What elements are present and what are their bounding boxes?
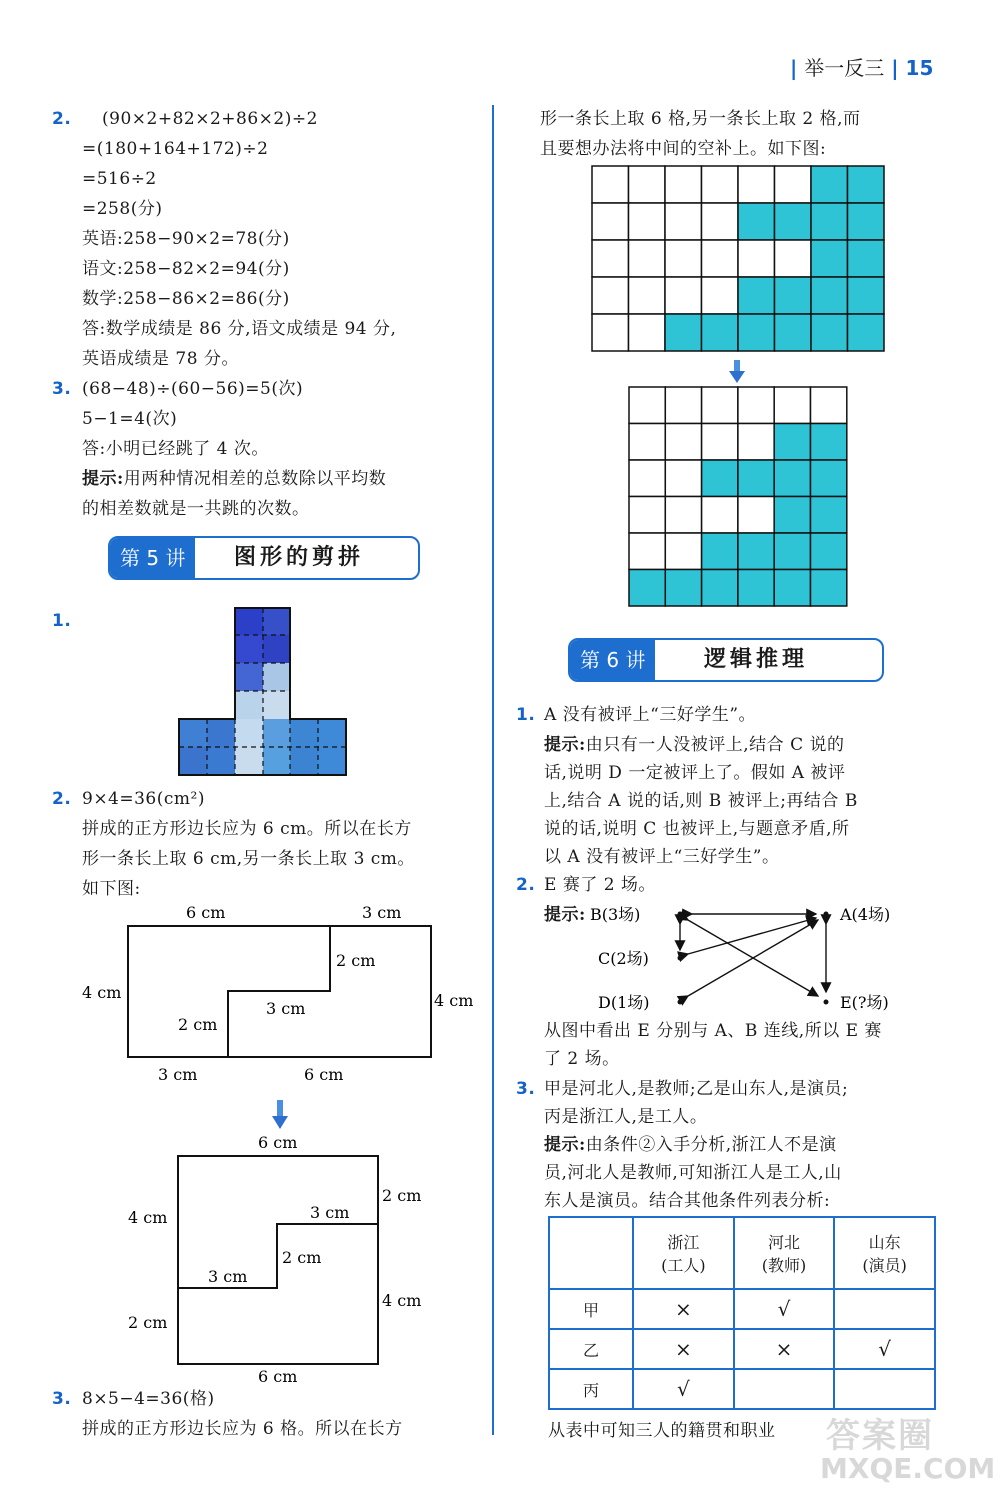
hint-label: 提示: (544, 735, 586, 755)
grid-cell (702, 166, 739, 203)
cell (263, 608, 290, 635)
s6-q3-line: 甲是河北人,是教师;乙是山东人,是演员; (544, 1079, 849, 1099)
table-header: 浙江 (工人) (633, 1217, 734, 1289)
dim-label: 4 cm (434, 991, 474, 1010)
grid-cell (702, 424, 738, 461)
grid-cell (774, 460, 810, 497)
grid-cell (738, 203, 775, 240)
grid-cell (592, 277, 629, 314)
grid-cell (775, 203, 812, 240)
q3-hint-line: 的相差数就是一共跳的次数。 (82, 499, 310, 519)
hint-text: 由条件②入手分析,浙江人不是演 (585, 1135, 837, 1155)
grid-cell (775, 166, 812, 203)
dim-label: 6 cm (258, 1367, 298, 1386)
grid-cell (738, 424, 774, 461)
down-arrow-icon (272, 1100, 288, 1130)
cell (235, 719, 263, 747)
section-5-tag: 第 5 讲 (110, 538, 195, 578)
s5-q2-line: 形一条长上取 6 cm,另一条长上取 3 cm。 (82, 849, 415, 869)
table-cell: √ (734, 1289, 835, 1329)
s6-q1-hint-line: 话,说明 D 一定被评上了。假如 A 被评 (544, 763, 846, 783)
match-diagram (584, 898, 924, 1018)
q2-line: 英语成绩是 78 分。 (82, 349, 239, 369)
grid-cell (811, 497, 847, 534)
dim-label: 2 cm (178, 1015, 218, 1034)
table-row (549, 1329, 935, 1369)
hint-label: 提示: (82, 469, 124, 489)
grid-cell (665, 166, 702, 203)
s6-q3-number: 3. (516, 1079, 536, 1099)
s6-q3-hint (544, 1130, 837, 1160)
watermark-logo: 答案圈 (826, 1416, 934, 1456)
grid-cell (811, 166, 848, 203)
table-cell (734, 1369, 835, 1409)
q2-line: (90×2+82×2+86×2)÷2 (102, 109, 318, 129)
hint-text: 用两种情况相差的总数除以平均数 (123, 469, 387, 489)
right-top-line: 且要想办法将中间的空补上。如下图: (540, 139, 827, 159)
s5-q3-line: 8×5−4=36(格) (82, 1389, 215, 1409)
grid-cell (775, 277, 812, 314)
header-separator: | (891, 56, 899, 80)
cell (263, 691, 290, 719)
dim-label: 6 cm (304, 1065, 344, 1084)
dim-label: 3 cm (208, 1267, 248, 1286)
table-cell: √ (633, 1369, 734, 1409)
cell (263, 663, 290, 691)
grid-cell (665, 533, 701, 570)
cell (235, 663, 263, 691)
grid-before (590, 164, 886, 354)
node-e (824, 1000, 829, 1005)
cell (235, 635, 263, 663)
section-6-banner (568, 638, 884, 682)
dim-label: 6 cm (258, 1133, 298, 1152)
grid-cell (811, 314, 848, 351)
cell (290, 719, 318, 747)
table-cell: × (633, 1289, 734, 1329)
grid-cell (665, 570, 701, 607)
s6-q1-hint-line: 以 A 没有被评上“三好学生”。 (544, 847, 780, 867)
grid-cell (665, 460, 701, 497)
grid-cell (848, 203, 885, 240)
grid-cell (848, 277, 885, 314)
s6-q1-hint (544, 730, 845, 760)
row-name: 丙 (549, 1369, 633, 1409)
grid-cell (848, 166, 885, 203)
grid-cell (702, 387, 738, 424)
dim-label: 3 cm (362, 903, 402, 922)
grid-cell (665, 497, 701, 534)
table-header: 河北 (教师) (734, 1217, 835, 1289)
q2-line: =516÷2 (82, 169, 157, 189)
s6-q2-number: 2. (516, 875, 536, 895)
grid-cell (629, 277, 666, 314)
square-result-figure (120, 1128, 450, 1388)
grid-cell (811, 240, 848, 277)
grid-cell (811, 387, 847, 424)
grid-cell (702, 570, 738, 607)
grid-cell (702, 203, 739, 240)
grid-cell (774, 533, 810, 570)
grid-cell (592, 203, 629, 240)
s5-q2-number: 2. (52, 789, 72, 809)
q2-number: 2. (52, 109, 72, 129)
s5-q3-line: 拼成的正方形边长应为 6 格。所以在长方 (82, 1419, 403, 1439)
grid-cell (629, 533, 665, 570)
grid-cell (592, 314, 629, 351)
grid-cell (629, 240, 666, 277)
grid-cell (702, 497, 738, 534)
grid-cell (738, 240, 775, 277)
down-arrow-icon (729, 360, 745, 384)
grid-cell (665, 314, 702, 351)
q3-line: 5−1=4(次) (82, 409, 178, 429)
cell (263, 635, 290, 663)
grid-cell (665, 203, 702, 240)
dim-label: 4 cm (82, 983, 122, 1002)
s6-q1-hint-line: 上,结合 A 说的话,则 B 被评上;再结合 B (544, 791, 858, 811)
section-6-title: 逻辑推理 (704, 647, 809, 672)
s6-q2-after: 从图中看出 E 分别与 A、B 连线,所以 E 赛 (544, 1021, 882, 1041)
dim-label: 2 cm (282, 1248, 322, 1267)
q2-line: 英语:258−90×2=78(分) (82, 229, 290, 249)
dim-label: 6 cm (186, 903, 226, 922)
header-section: 举一反三 (804, 56, 885, 80)
grid-cell (702, 533, 738, 570)
grid-cell (629, 460, 665, 497)
s6-q3-hint-line: 员,河北人是教师,可知浙江人是工人,山 (544, 1163, 842, 1183)
grid-cell (774, 497, 810, 534)
s6-q1-hint-line: 说的话,说明 C 也被评上,与题意矛盾,所 (544, 819, 850, 839)
table-corner (549, 1217, 633, 1289)
row-name: 甲 (549, 1289, 633, 1329)
node-b (678, 912, 683, 917)
grid-cell (811, 533, 847, 570)
cell (263, 747, 290, 775)
grid-cell (774, 424, 810, 461)
dim-label: 2 cm (128, 1313, 168, 1332)
column-divider (492, 105, 494, 1435)
table-cell: × (633, 1329, 734, 1369)
edge (688, 918, 816, 954)
node-d (678, 1000, 683, 1005)
node-a (824, 912, 829, 917)
cell (318, 719, 346, 747)
section-6-tag: 第 6 讲 (570, 640, 655, 680)
s6-q3-line: 丙是浙江人,是工人。 (544, 1107, 708, 1127)
dim-label: 4 cm (128, 1208, 168, 1227)
grid-cell (848, 314, 885, 351)
grid-cell (665, 277, 702, 314)
table-cell: √ (834, 1329, 935, 1369)
grid-cell (629, 203, 666, 240)
header-separator: | (790, 56, 798, 80)
cell (235, 691, 263, 719)
cell (235, 747, 263, 775)
grid-cell (629, 314, 666, 351)
node-c (678, 956, 683, 961)
grid-cell (629, 497, 665, 534)
node-label-b: B(3场) (590, 905, 641, 924)
watermark-url: MXQE.COM (820, 1452, 996, 1485)
s6-q1-line: A 没有被评上“三好学生”。 (544, 705, 757, 725)
grid-cell (629, 424, 665, 461)
grid-cell (738, 460, 774, 497)
grid-cell (629, 570, 665, 607)
row-name: 乙 (549, 1329, 633, 1369)
node-label-a: A(4场) (840, 905, 891, 924)
section-5-banner (108, 536, 420, 580)
cell (235, 608, 263, 635)
dim-label: 4 cm (382, 1291, 422, 1310)
grid-cell (702, 460, 738, 497)
s5-q3-number: 3. (52, 1389, 72, 1409)
table-header: 山东 (演员) (834, 1217, 935, 1289)
grid-cell (774, 570, 810, 607)
grid-cell (811, 424, 847, 461)
hint-text: 由只有一人没被评上,结合 C 说的 (585, 735, 845, 755)
s6-q2-line: E 赛了 2 场。 (544, 875, 656, 895)
dim-label: 3 cm (266, 999, 306, 1018)
cell (207, 747, 235, 775)
hint-label: 提示: (544, 1135, 586, 1155)
grid-cell (592, 166, 629, 203)
logic-table (548, 1216, 936, 1410)
grid-cell (811, 460, 847, 497)
table-cell (834, 1369, 935, 1409)
q2-line: 语文:258−82×2=94(分) (82, 259, 290, 279)
cell (290, 747, 318, 775)
grid-cell (702, 277, 739, 314)
grid-cell (738, 387, 774, 424)
grid-cell (738, 277, 775, 314)
grid-cell (592, 240, 629, 277)
dim-label: 3 cm (310, 1203, 350, 1222)
cell (318, 747, 346, 775)
grid-cell (629, 166, 666, 203)
t-shape-figure (176, 606, 348, 778)
q3-line: (68−48)÷(60−56)=5(次) (82, 379, 304, 399)
grid-cell (738, 166, 775, 203)
grid-cell (774, 387, 810, 424)
grid-cell (702, 240, 739, 277)
grid-cell (811, 203, 848, 240)
table-row (549, 1369, 935, 1409)
cut-line (228, 926, 330, 1057)
right-top-line: 形一条长上取 6 格,另一条长上取 2 格,而 (540, 109, 861, 129)
grid-cell (738, 570, 774, 607)
q2-line: 数学:258−86×2=86(分) (82, 289, 290, 309)
s6-q1-number: 1. (516, 705, 536, 725)
q2-line: =(180+164+172)÷2 (82, 139, 269, 159)
q3-line: 答:小明已经跳了 4 次。 (82, 439, 269, 459)
s5-q1-number: 1. (52, 611, 72, 631)
grid-cell (738, 533, 774, 570)
section-5-title: 图形的剪拼 (234, 545, 365, 570)
grid-cell (738, 497, 774, 534)
q3-number: 3. (52, 379, 72, 399)
q3-hint (82, 464, 386, 494)
s5-q2-line: 如下图: (82, 879, 141, 899)
q2-line: 答:数学成绩是 86 分,语文成绩是 94 分, (82, 319, 397, 339)
node-label-c: C(2场) (598, 949, 649, 968)
grid-cell (629, 387, 665, 424)
grid-after (627, 385, 849, 609)
s6-q2-hint-label: 提示: (544, 905, 586, 925)
cell (179, 719, 207, 747)
grid-cell (665, 424, 701, 461)
table-cell (834, 1289, 935, 1329)
grid-cell (738, 314, 775, 351)
table-header-row (549, 1217, 935, 1289)
grid-cell (702, 314, 739, 351)
node-label-d: D(1场) (598, 993, 650, 1012)
page-header (790, 52, 933, 81)
s5-q2-line: 9×4=36(cm²) (82, 789, 205, 809)
s6-q3-hint-line: 东人是演员。结合其他条件列表分析: (544, 1191, 831, 1211)
s6-q3-last-line: 从表中可知三人的籍贯和职业 (548, 1421, 776, 1441)
cell (263, 719, 290, 747)
dim-label: 2 cm (382, 1186, 422, 1205)
grid-cell (811, 277, 848, 314)
dim-label: 2 cm (336, 951, 376, 970)
page-number: 15 (905, 56, 934, 80)
q2-line: =258(分) (82, 199, 163, 219)
cell (207, 719, 235, 747)
cut-rectangle-figure (76, 898, 486, 1090)
table-cell: × (734, 1329, 835, 1369)
table-row (549, 1289, 935, 1329)
s5-q2-line: 拼成的正方形边长应为 6 cm。所以在长方 (82, 819, 412, 839)
cell (179, 747, 207, 775)
grid-cell (775, 314, 812, 351)
grid-cell (848, 240, 885, 277)
s6-q2-after: 了 2 场。 (544, 1049, 620, 1069)
node-label-e: E(?场) (840, 993, 889, 1012)
grid-cell (665, 387, 701, 424)
grid-cell (665, 240, 702, 277)
dim-label: 3 cm (158, 1065, 198, 1084)
grid-cell (775, 240, 812, 277)
grid-cell (811, 570, 847, 607)
